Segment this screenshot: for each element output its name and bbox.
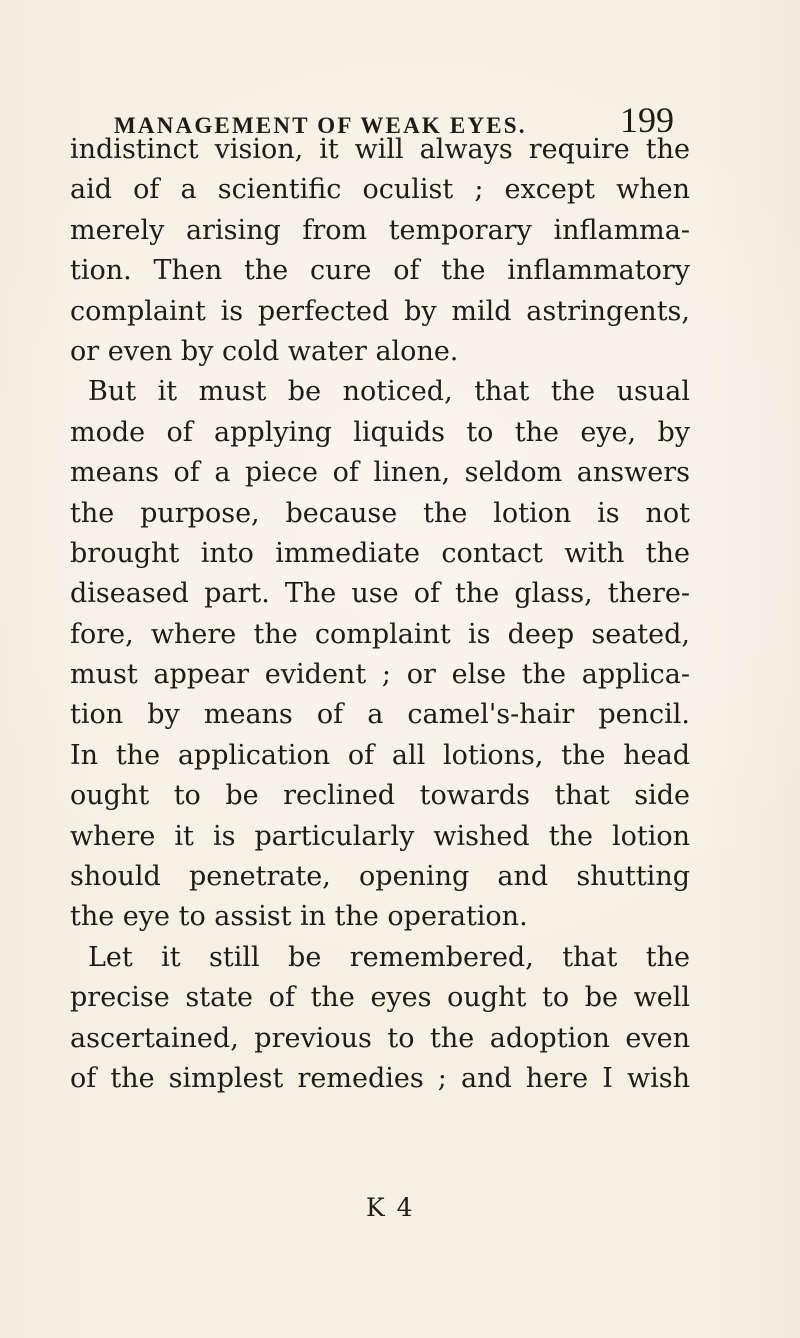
text-line: But it must be noticed, that the usual bbox=[88, 376, 690, 408]
text-line: brought into immediate contact with the bbox=[70, 537, 690, 569]
chapter-header: MANAGEMENT OF WEAK EYES. bbox=[114, 113, 527, 138]
text-line: merely arising from temporary inflamma- bbox=[70, 214, 690, 246]
page-number: 199 bbox=[620, 100, 674, 140]
text-line: diseased part. The use of the glass, there- bbox=[70, 578, 690, 610]
text-line: ought to be reclined towards that side bbox=[70, 780, 690, 812]
text-line: the eye to assist in the operation. bbox=[70, 901, 528, 933]
text-line: where it is particularly wished the lotion bbox=[70, 820, 690, 852]
body-text bbox=[70, 130, 690, 1099]
text-line: or even by cold water alone. bbox=[70, 335, 459, 367]
text-line: Let it still be remembered, that the bbox=[88, 941, 690, 973]
text-line: should penetrate, opening and shutting bbox=[70, 861, 690, 893]
text-line: of the simplest remedies ; and here I wish bbox=[70, 1062, 690, 1094]
text-line: aid of a scientific oculist ; except when bbox=[70, 174, 690, 206]
text-line: the purpose, because the lotion is not bbox=[70, 497, 690, 529]
text-line: complaint is perfected by mild astringents, bbox=[70, 295, 690, 327]
text-line: tion by means of a camel's-hair pencil. bbox=[70, 699, 690, 731]
text-line: tion. Then the cure of the inflammatory bbox=[70, 255, 690, 287]
signature-mark: K 4 bbox=[366, 1193, 415, 1222]
text-line: mode of applying liquids to the eye, by bbox=[70, 416, 690, 448]
text-line: ascertained, previous to the adoption even bbox=[70, 1022, 690, 1054]
text-line: indistinct vision, it will always require the bbox=[70, 134, 690, 165]
text-line: precise state of the eyes ought to be well bbox=[70, 982, 690, 1014]
text-line: must appear evident ; or else the applica- bbox=[70, 659, 690, 691]
text-line: fore, where the complaint is deep seated, bbox=[70, 618, 690, 650]
text-line: In the application of all lotions, the head bbox=[70, 739, 690, 771]
text-line: means of a piece of linen, seldom answers bbox=[70, 457, 690, 489]
